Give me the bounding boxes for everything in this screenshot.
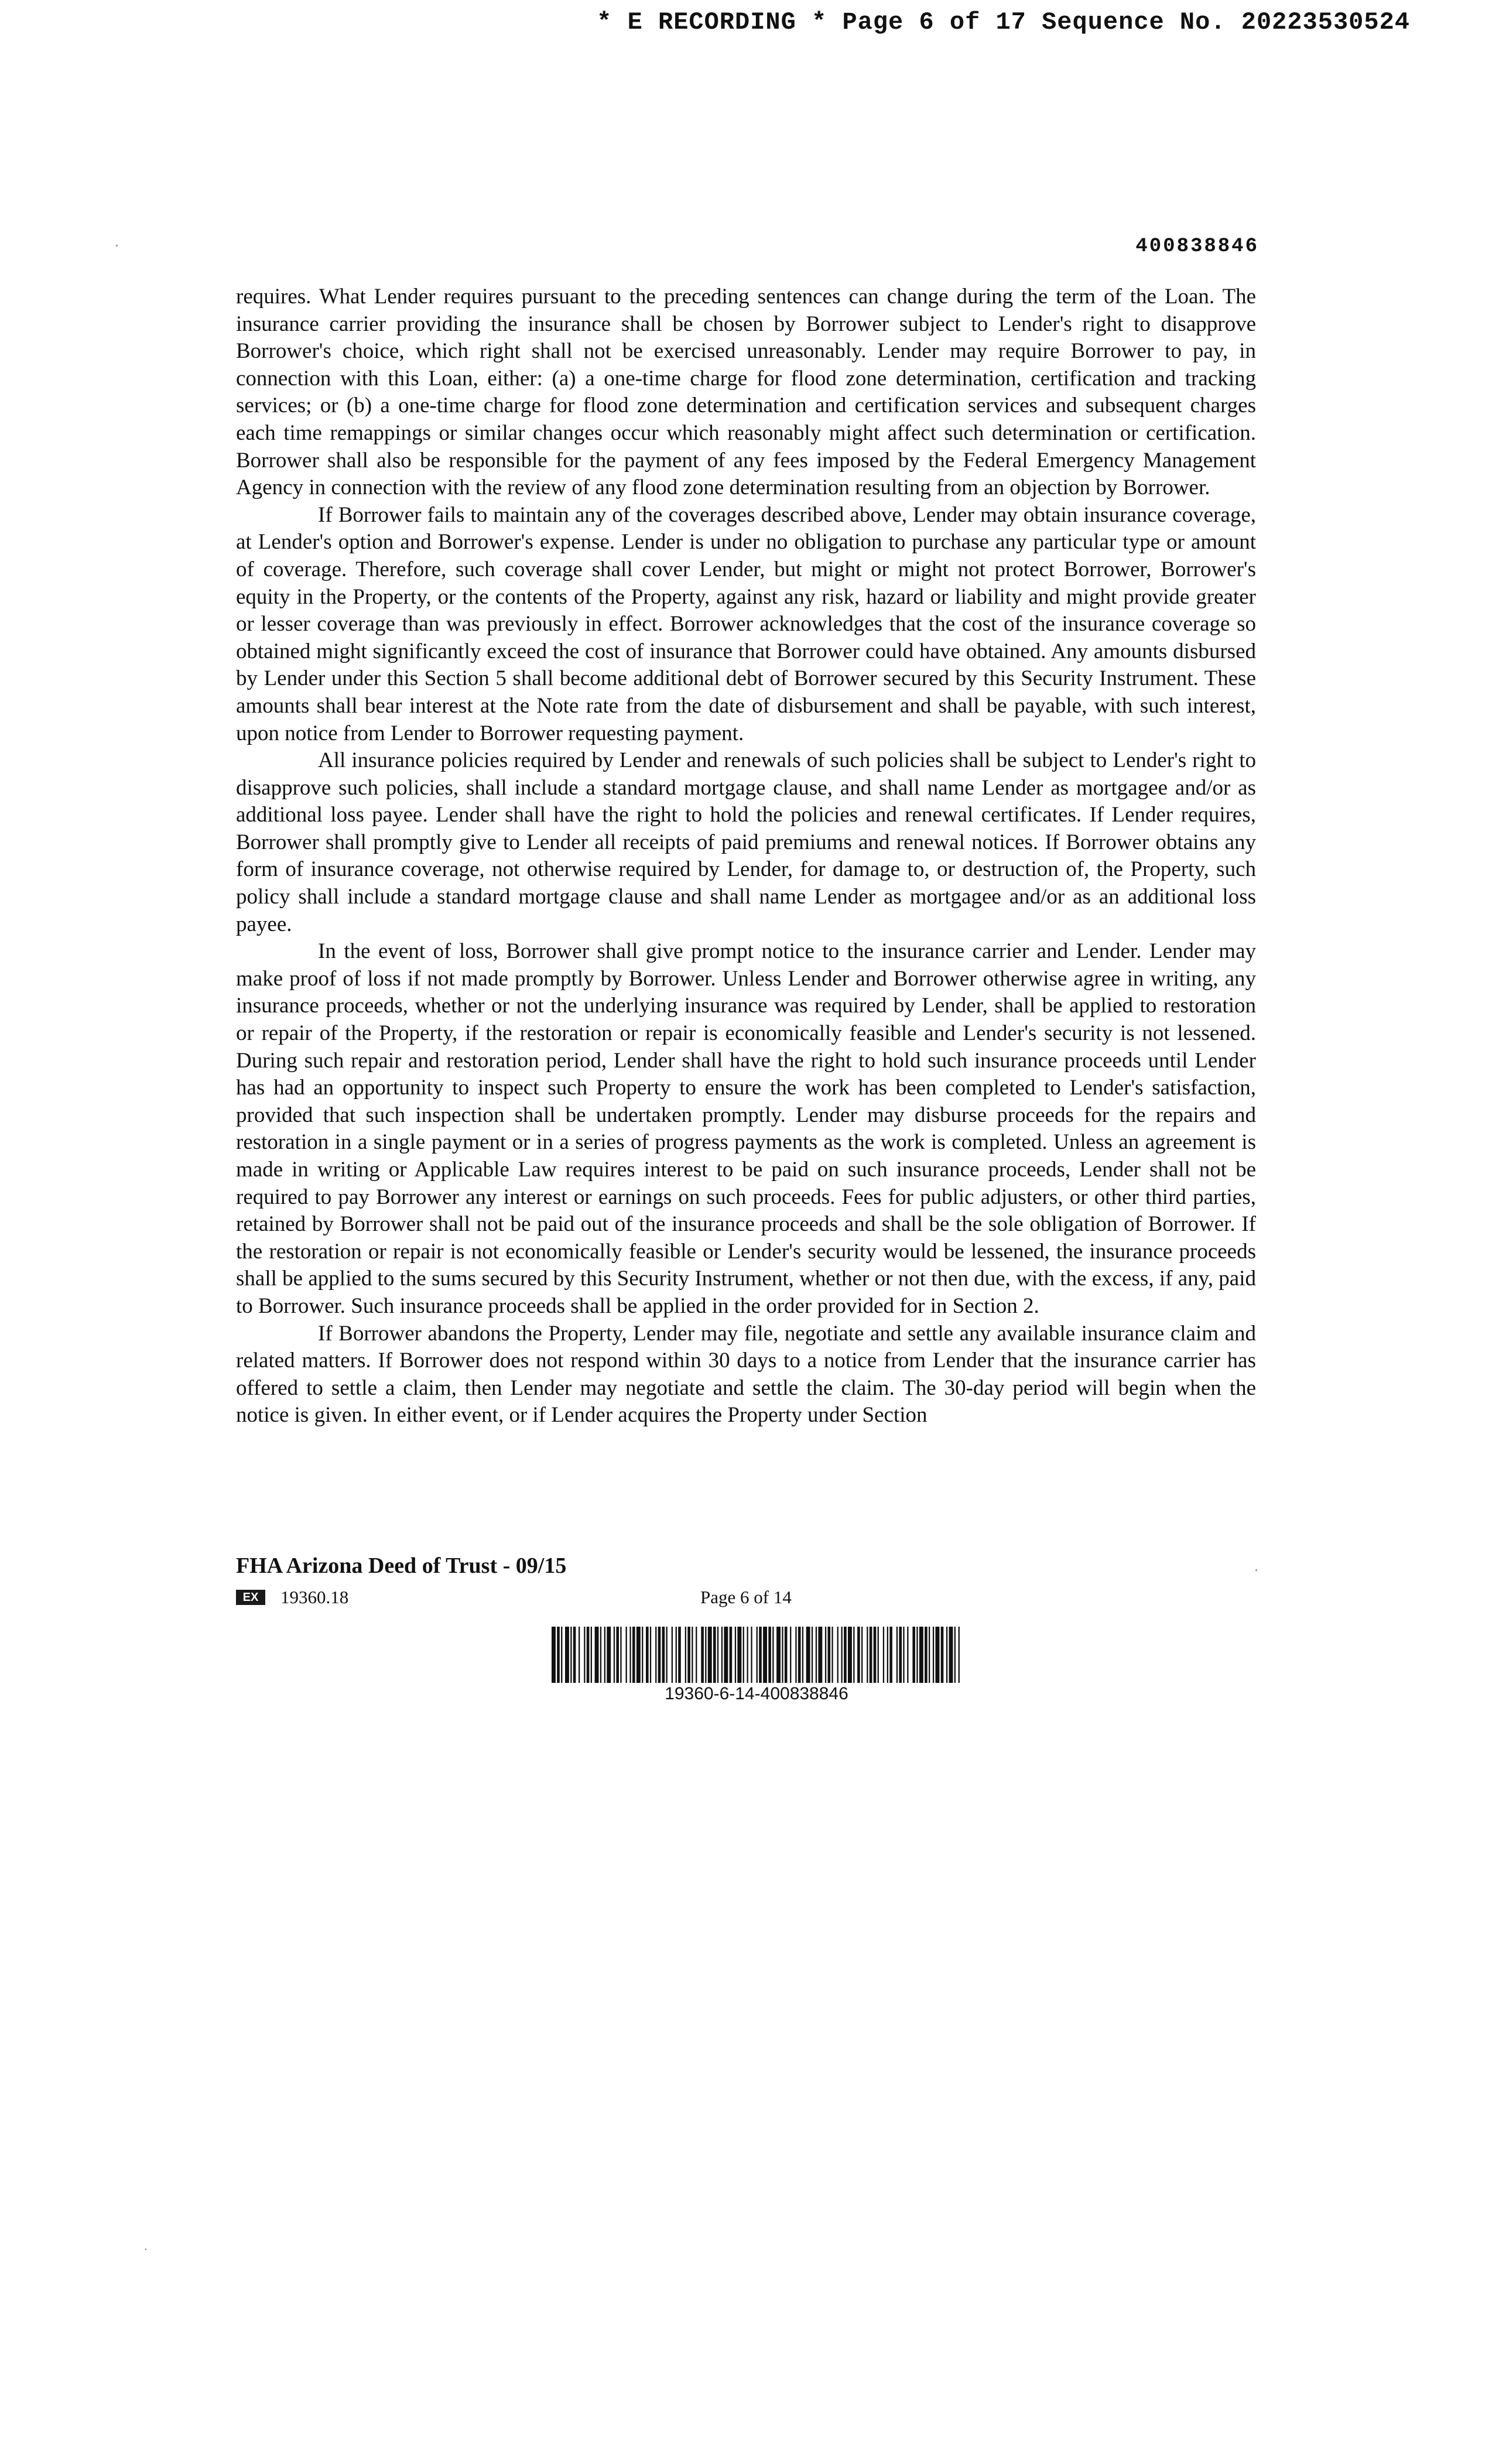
barcode-bar xyxy=(573,1627,576,1683)
barcode-bar xyxy=(604,1627,605,1683)
barcode-bar xyxy=(666,1627,668,1683)
barcode-bar xyxy=(552,1627,556,1683)
barcode-bar xyxy=(632,1627,635,1683)
barcode-bar xyxy=(772,1627,774,1683)
barcode-bar xyxy=(678,1627,681,1683)
scan-speck xyxy=(116,245,118,247)
barcode-bar xyxy=(687,1627,690,1683)
barcode-bar xyxy=(595,1627,599,1683)
barcode-bar xyxy=(907,1627,908,1683)
document-body xyxy=(236,283,1256,1429)
barcode-bar xyxy=(959,1627,960,1683)
paragraph-event-of-loss: In the event of loss, Borrower shall give prompt notice to the insurance carrier and Lender. Lender may make proof of loss if not made promptly by Borrower. Unless Lender and Borrower otherwise agree in writing, any insurance proceeds, whether or not the underlying insurance was required by Lender, shall be applied to restoration or repair of the Property, if the restoration or repair is economically feasible and Lender's security is not lessened. During such repair and restoration period, Lender shall have the right to hold such insurance proceeds until Lender has had an opportunity to inspect such Property to ensure the work has been completed to Lender's satisfaction, provided that such inspection shall be undertaken promptly. Lender may disburse proceeds for the repairs and restoration in a single payment or in a series of progress payments as the work is completed. Unless an agreement is made in writing or Applicable Law requires interest to be paid on such insurance proceeds, Lender shall not be required to pay Borrower any interest or earnings on such proceeds. Fees for public adjusters, or other third parties, retained by Borrower shall not be paid out of the insurance proceeds and shall be the sole obligation of Borrower. If the restoration or repair is not economically feasible or Lender's security would be lessened, the insurance proceeds shall be applied to the sums secured by this Security Instrument, whether or not then due, with the excess, if any, paid to Borrower. Such insurance proceeds shall be applied in the order provided for in Section 2. xyxy=(236,939,1256,1318)
barcode-bar xyxy=(763,1627,767,1683)
barcode-bar xyxy=(721,1627,723,1683)
barcode-bar xyxy=(903,1627,904,1683)
barcode-bar xyxy=(883,1627,884,1683)
barcode-bar xyxy=(636,1627,641,1683)
barcode-bar xyxy=(929,1627,930,1683)
barcode-bar xyxy=(954,1627,956,1683)
barcode-bar xyxy=(802,1627,803,1683)
barcode-bar xyxy=(887,1627,888,1683)
barcode-bar xyxy=(705,1627,706,1683)
barcode-bar xyxy=(768,1627,771,1683)
barcode-bar xyxy=(837,1627,839,1683)
barcode-bar xyxy=(831,1627,833,1683)
loan-number: 400838846 xyxy=(1135,235,1259,258)
barcode-bar xyxy=(925,1627,928,1683)
barcode-bar xyxy=(946,1627,947,1683)
barcode-bar xyxy=(782,1627,783,1683)
barcode-bar xyxy=(816,1627,817,1683)
barcode-bar xyxy=(620,1627,621,1683)
barcode-bar xyxy=(757,1627,758,1683)
barcode-bar xyxy=(561,1627,562,1683)
barcode-bar xyxy=(672,1627,673,1683)
barcode-bar xyxy=(790,1627,791,1683)
barcode-bar xyxy=(919,1627,923,1683)
barcode-bar xyxy=(607,1627,611,1683)
barcode-bar xyxy=(737,1627,741,1683)
barcode-bar xyxy=(616,1627,619,1683)
barcode-bar xyxy=(570,1627,571,1683)
barcode-bar xyxy=(565,1627,569,1683)
barcode-bar xyxy=(600,1627,601,1683)
barcode-bar xyxy=(713,1627,716,1683)
barcode-bar xyxy=(912,1627,915,1683)
barcode-bar xyxy=(747,1627,748,1683)
barcode-bar xyxy=(584,1627,585,1683)
barcode-bar xyxy=(848,1627,852,1683)
paragraph-failure-to-maintain: If Borrower fails to maintain any of the coverages described above, Lender may obtain insurance coverage, at Lender's option and Borrower's expense. Lender is under no obligation to purchase any particular type or amount of coverage. Therefore, such coverage shall cover Lender, but might or might not protect Borrower, Borrower's equity in the Property, or the contents of the Property, against any risk, hazard or liability and might provide greater or lesser coverage than was previously in effect. Borrower acknowledges that the cost of the insurance coverage so obtained might significantly exceed the cost of insurance that Borrower could have obtained. Any amounts disbursed by Lender under this Section 5 shall become additional debt of Borrower secured by this Security Instrument. These amounts shall bear interest at the Note rate from the date of disbursement and shall be payable, with such interest, upon notice from Lender to Borrower requesting payment. xyxy=(236,502,1256,745)
barcode-bar xyxy=(724,1627,728,1683)
barcode-bar xyxy=(646,1627,649,1683)
barcode-bar xyxy=(857,1627,860,1683)
barcode-bar xyxy=(806,1627,810,1683)
ellie-mae-logo-icon: EX xyxy=(236,1590,265,1605)
barcode-bar xyxy=(889,1627,892,1683)
barcode-bar xyxy=(692,1627,693,1683)
barcode-bar xyxy=(861,1627,863,1683)
barcode-bar xyxy=(696,1627,697,1683)
barcode-bar xyxy=(828,1627,831,1683)
barcode-bar xyxy=(685,1627,686,1683)
barcode-bar xyxy=(658,1627,661,1683)
barcode-bar xyxy=(916,1627,918,1683)
barcode-bar xyxy=(844,1627,847,1683)
barcode-bar xyxy=(751,1627,752,1683)
barcode-bar xyxy=(626,1627,627,1683)
barcode-bar xyxy=(812,1627,813,1683)
barcode-bar xyxy=(798,1627,801,1683)
barcode-bar xyxy=(579,1627,580,1683)
barcode-bar xyxy=(735,1627,736,1683)
recording-header: * E RECORDING * Page 6 of 17 Sequence No. 20223530524 xyxy=(597,8,1410,36)
barcode-bar xyxy=(650,1627,651,1683)
barcode-bar xyxy=(743,1627,744,1683)
barcode-bar xyxy=(785,1627,788,1683)
barcode-bar xyxy=(870,1627,872,1683)
barcode-bar xyxy=(867,1627,868,1683)
paragraph-abandonment: If Borrower abandons the Property, Lender may file, negotiate and settle any available insurance claim and related matters. If Borrower does not respond within 30 days to a notice from Lender that the insurance carrier has offered to settle a claim, then Lender may negotiate and settle the claim. The 30-day period will begin when the notice is given. In either event, or if Lender acquires the Property under Section xyxy=(236,1321,1256,1428)
barcode-bar xyxy=(591,1627,592,1683)
barcode-bar xyxy=(936,1627,940,1683)
barcode-bar xyxy=(587,1627,590,1683)
barcode-bar xyxy=(853,1627,854,1683)
barcode-bar xyxy=(933,1627,934,1683)
paragraph-flood-insurance: requires. What Lender requires pursuant to the preceding sentences can change during the term of the Loan. The insurance carrier providing the insurance shall be chosen by Borrower subject to Lender's right to disapprove Borrower's choice, which right shall not be exercised unreasonably. Lender may require Borrower to pay, in connection with this Loan, either: (a) a one-time charge for flood zone determination, certification and tracking services; or (b) a one-time charge for flood zone determination and certification services and subsequent charges each time remappings or similar changes occur which reasonably might affect such determination or certification. Borrower shall also be responsible for the payment of any fees imposed by the Federal Emergency Management Agency in connection with the review of any flood zone determination resulting from an objection by Borrower. xyxy=(236,285,1256,500)
barcode-bar xyxy=(896,1627,898,1683)
barcode-bar xyxy=(676,1627,677,1683)
barcode-bar xyxy=(614,1627,615,1683)
barcode-bar xyxy=(642,1627,643,1683)
barcode-bar xyxy=(818,1627,822,1683)
form-number-row xyxy=(236,1587,348,1608)
form-number: 19360.18 xyxy=(280,1587,349,1607)
barcode-icon xyxy=(552,1627,961,1683)
barcode-bar xyxy=(899,1627,902,1683)
form-title: FHA Arizona Deed of Trust - 09/15 xyxy=(236,1553,567,1578)
barcode-number: 19360-6-14-400838846 xyxy=(665,1684,848,1703)
barcode-bar xyxy=(874,1627,877,1683)
page-number: Page 6 of 14 xyxy=(700,1587,792,1607)
barcode-bar xyxy=(655,1627,656,1683)
scan-speck xyxy=(1255,1569,1257,1571)
paragraph-insurance-policies: All insurance policies required by Lender and renewals of such policies shall be subject to Lender's right to disapprove such policies, shall include a standard mortgage clause, and shall name Lender as mortgagee and/or as additional loss payee. Lender shall have the right to hold the policies and renewal certificates. If Lender requires, Borrower shall promptly give to Lender all receipts of paid premiums and renewal notices. If Borrower obtains any form of insurance coverage, not otherwise required by Lender, for damage to, or destruction of, the Property, such policy shall include a standard mortgage clause and shall name Lender as mortgagee and/or as an additional loss payee. xyxy=(236,748,1256,936)
barcode-bar xyxy=(730,1627,733,1683)
barcode-bar xyxy=(701,1627,704,1683)
barcode-bar xyxy=(717,1627,718,1683)
barcode-bar xyxy=(759,1627,762,1683)
barcode-bar xyxy=(949,1627,953,1683)
barcode-bar xyxy=(878,1627,879,1683)
scan-speck xyxy=(145,2249,146,2250)
barcode-bar xyxy=(708,1627,712,1683)
barcode-bar xyxy=(795,1627,796,1683)
barcode-bar xyxy=(629,1627,631,1683)
barcode-bar xyxy=(941,1627,944,1683)
barcode-bar xyxy=(825,1627,826,1683)
barcode-bar xyxy=(776,1627,781,1683)
barcode-bar xyxy=(662,1627,665,1683)
barcode-bar xyxy=(841,1627,843,1683)
barcode-bar xyxy=(557,1627,560,1683)
